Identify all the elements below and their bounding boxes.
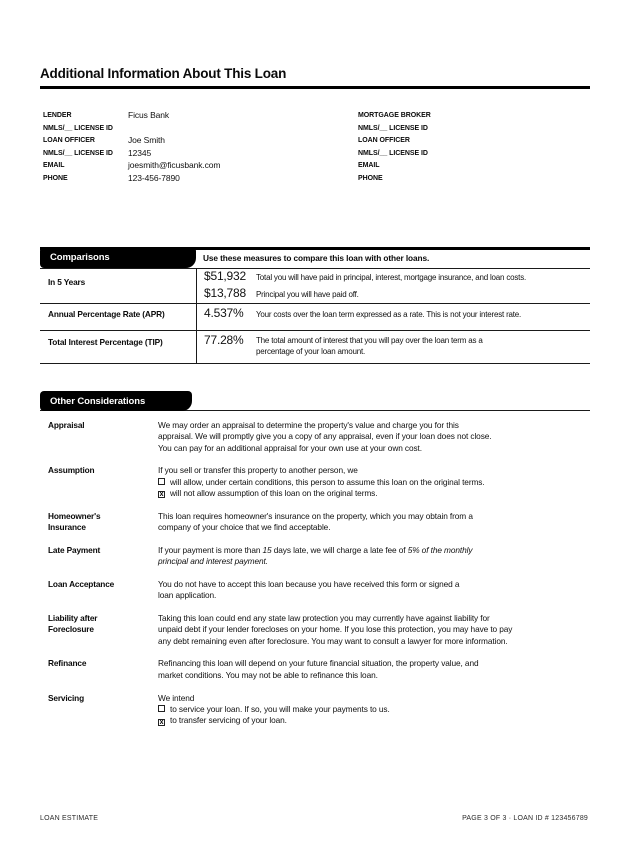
item-label: Late Payment [48, 544, 101, 555]
late-payment-row [40, 545, 590, 568]
item-label: Appraisal [48, 420, 85, 430]
field-label: MORTGAGE BROKER [358, 112, 431, 119]
value-tip: 77.28% [204, 333, 244, 347]
assumption-row [40, 465, 590, 499]
desc-5yr-principal: Principal you will have paid off. [256, 290, 359, 299]
field-label: NMLS/__ LICENSE ID [358, 149, 428, 157]
footer-form-name: LOAN ESTIMATE [40, 815, 99, 822]
assumption-option-not-allow: x will not allow assumption of this loan on the original terms. [159, 487, 378, 499]
item-label: Servicing [48, 692, 85, 703]
value-apr: 4.537% [204, 306, 244, 320]
field-value: joesmith@ficusbank.com [128, 160, 221, 171]
divider [40, 330, 590, 331]
field-value: Ficus Bank [128, 110, 170, 120]
refinance-row [40, 658, 590, 681]
contact-row [358, 123, 588, 136]
comparisons-section [40, 247, 590, 364]
contact-row [43, 110, 343, 123]
field-label: NMLS/__ LICENSE ID [43, 124, 113, 132]
contact-row [358, 173, 588, 186]
item-text: We may order an appraisal to determine the property's value and charge you for this appraisal. We will promptly give you a copy of any appraisal, even if your loan does not close. You can pay for an additional appraisal for your own use at your own cost. [158, 420, 492, 453]
contact-row [43, 160, 343, 173]
liability-after-foreclosure-row [40, 613, 590, 647]
item-label: Refinance [48, 658, 87, 669]
other-considerations-tab: Other Considerations [40, 391, 192, 411]
item-text: We intend to service your loan. If so, you will make your payments to us. x to transfer servicing of your loan. [158, 693, 590, 727]
checkbox-transfer-servicing[interactable]: x [159, 718, 164, 726]
field-label: NMLS/__ LICENSE ID [358, 124, 428, 132]
item-text: Refinancing this loan will depend on your future financial situation, the property value, and market conditions. You may not be able to refinance this loan. [158, 658, 479, 680]
field-label: EMAIL [358, 162, 380, 170]
item-text: Taking this loan could end any state law protection you may currently have against liability for unpaid debt if your lender forecloses on your home. If you lose this protection, you may have to pay any debt remaining even after foreclosure. You may want to consult a lawyer for more information. [158, 613, 513, 646]
other-considerations-header [40, 391, 590, 412]
field-label: EMAIL [43, 162, 65, 170]
contact-row [43, 173, 343, 186]
row-label-tip: Total Interest Percentage (TIP) [48, 337, 163, 347]
item-text: This loan requires homeowner's insurance on the property, which you may obtain from a company of your choice that we find acceptable. [158, 510, 473, 533]
footer-page-loan-id: PAGE 3 OF 3 · LOAN ID # 123456789 [462, 815, 588, 822]
loan-acceptance-row [40, 579, 590, 602]
contact-row [43, 123, 343, 136]
item-text: If you sell or transfer this property to another person, we will allow, under certain conditions, this person to assume this loan on the original terms. x will not allow assumption of this loan on the original terms. [158, 465, 590, 499]
checkbox-will-not-allow[interactable]: x [159, 491, 164, 499]
field-label: PHONE [358, 174, 383, 182]
servicing-row [40, 693, 590, 727]
comparisons-subheading: Use these measures to compare this loan with other loans. [203, 253, 430, 263]
row-label-apr: Annual Percentage Rate (APR) [48, 309, 165, 319]
value-5yr-principal: $13,788 [204, 286, 246, 300]
page-title: Additional Information About This Loan [40, 66, 590, 89]
field-label: NMLS/__ LICENSE ID [43, 149, 113, 157]
divider [40, 268, 590, 269]
divider [196, 268, 197, 363]
other-considerations-list [40, 420, 590, 738]
desc-5yr-total: Total you will have paid in principal, interest, mortgage insurance, and loan costs. [256, 273, 527, 282]
contact-row [43, 148, 343, 161]
contact-row [358, 160, 588, 173]
field-value: Joe Smith [128, 135, 165, 146]
item-label: Loan Acceptance [48, 578, 115, 589]
contact-row [358, 135, 588, 148]
servicing-option-transfer: x to transfer servicing of your loan. [159, 715, 287, 726]
checkbox-will-allow[interactable] [158, 478, 165, 485]
item-label: Homeowner's Insurance [48, 510, 101, 533]
checkbox-service-loan[interactable] [158, 705, 165, 712]
desc-apr: Your costs over the loan term expressed as a rate. This is not your interest rate. [256, 309, 522, 319]
desc-tip: The total amount of interest that you will pay over the loan term as a percentage of your loan amount. [256, 336, 483, 356]
field-label: PHONE [43, 174, 68, 182]
assumption-option-allow: will allow, under certain conditions, this person to assume this loan on the original terms. [158, 477, 590, 488]
item-label: Assumption [48, 465, 95, 476]
field-value: 12345 [128, 147, 152, 158]
field-value: 123-456-7890 [128, 172, 180, 183]
homeowners-insurance-row [40, 511, 590, 534]
row-label-in-5-years: In 5 Years [48, 277, 86, 287]
appraisal-row [40, 420, 590, 454]
item-text: You do not have to accept this loan because you have received this form or signed a loan application. [158, 578, 460, 601]
comparisons-tab: Comparisons [40, 247, 196, 268]
item-text: If your payment is more than 15 days late, we will charge a late fee of 5% of the monthly principal and interest payment. [158, 544, 473, 567]
contact-row [358, 148, 588, 161]
field-label: LOAN OFFICER [43, 137, 95, 145]
lender-info-column [43, 110, 343, 186]
mortgage-broker-info-column [358, 110, 588, 186]
contact-row [43, 135, 343, 148]
item-label: Liability after Foreclosure [48, 613, 98, 635]
servicing-option-service: to service your loan. If so, you will make your payments to us. [158, 704, 590, 715]
field-label: LOAN OFFICER [358, 137, 410, 145]
field-label: LENDER [43, 112, 72, 119]
divider [40, 363, 590, 364]
divider [40, 303, 590, 304]
page-footer [40, 815, 588, 822]
value-5yr-total: $51,932 [204, 269, 246, 283]
contact-row [358, 110, 588, 123]
